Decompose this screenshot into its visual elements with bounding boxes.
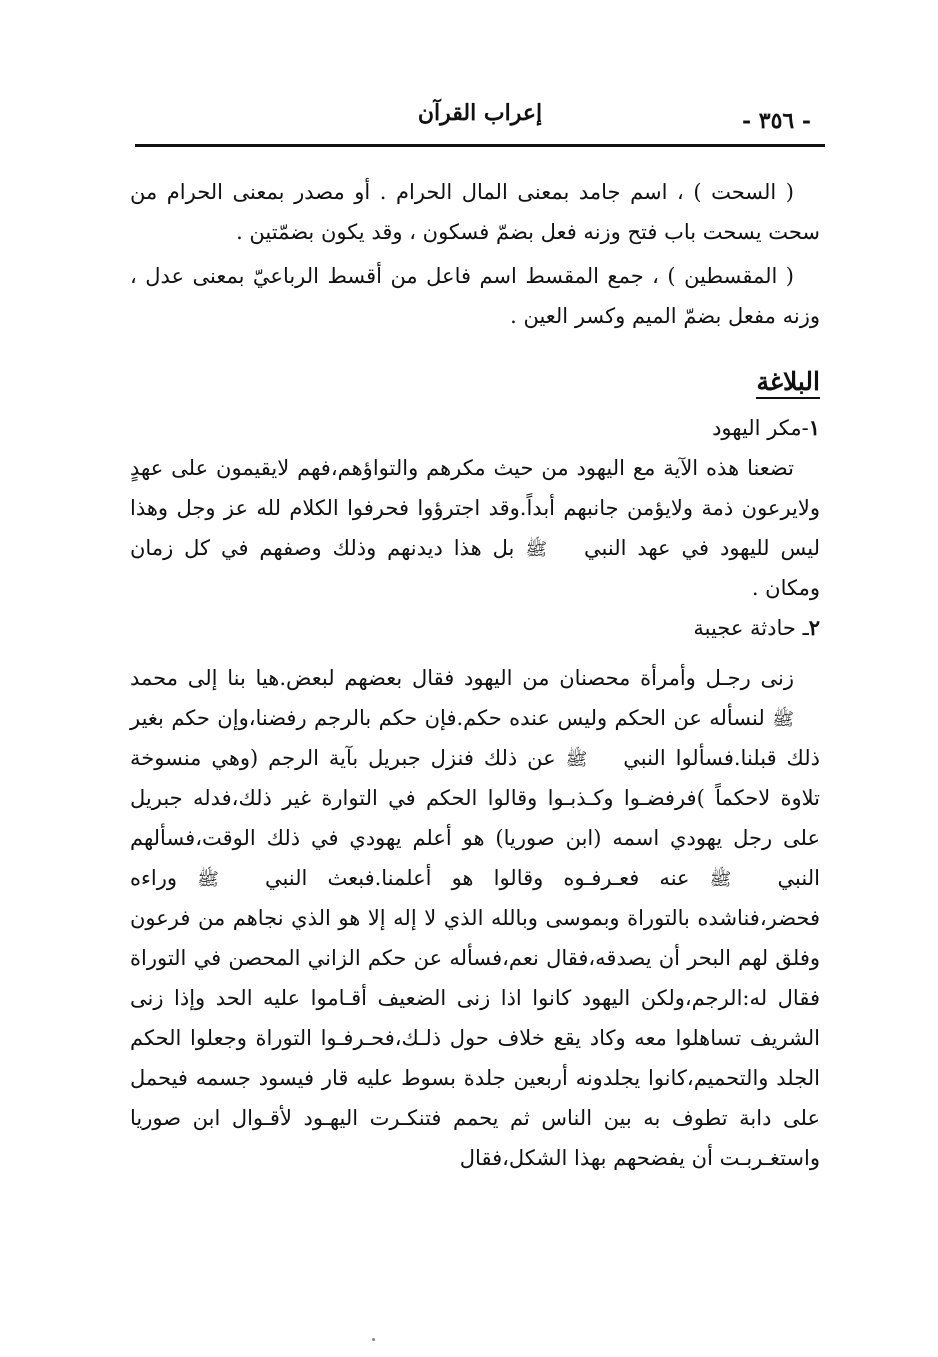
section-title-text: البلاغة xyxy=(756,367,820,399)
salla-symbol: ﷺ xyxy=(709,869,732,890)
salla-symbol: ﷺ xyxy=(772,709,794,730)
paragraph-2-seg3: عن ذلك فنزل جبريل بآية الرجم (وهي منسوخة تلاوة لاحكماً )فرفضـوا وكـذبـوا وقالوا الحكم في التوارة غير ذلك،فدله جبريل على رجل يهودي اسمه (ابن صوريا) هو أعلم يهودي في ذلك الوقت،فسألهم النبي xyxy=(130,746,820,890)
subheading-1-title: -مكر اليهود xyxy=(712,416,809,440)
subheading-2-number: ٢ xyxy=(808,615,820,640)
vocab-paragraph-suht: ( السحت ) ، اسم جامد بمعنى المال الحرام . أو مصدر بمعنى الحرام من سحت يسحت باب فتح وزنه فعل بضمّ فسكون ، وقد يكون بضمّتين . xyxy=(130,180,820,244)
book-title: إعراب القرآن xyxy=(417,100,543,126)
page-number: - ٣٥٦ - xyxy=(741,108,811,134)
scan-speck xyxy=(372,1338,375,1341)
subheading-2 xyxy=(130,608,820,648)
paragraph-1 xyxy=(130,448,820,608)
paragraph-2-seg2: لنسأله عن الحكم وليس عنده حكم.فإن حكم بالرجم رفضنا،وإن حكم بغير ذلك قبلنا.فسألوا النبي xyxy=(130,706,820,770)
vocab-paragraph-muqsitin: ( المقسطين ) ، جمع المقسط اسم فاعل من أقسط الرباعيّ بمعنى عدل ، وزنه مفعل بضمّ الميم وكسر العين . xyxy=(130,264,820,328)
subheading-2-title: ـ حادثة عجيبة xyxy=(693,616,809,640)
running-header xyxy=(135,96,825,140)
header-divider xyxy=(135,144,825,147)
paragraph-2-seg5: وراءه فحضر،فناشده بالتوراة وبموسى وبالله الذي لا إله إلا هو الذي نجاهم من فرعون وفلق لهم البحر أن يصدقه،فقال نعم،فسأله عن حكم الزاني المحصن في التوراة فقال له:الرجم،ولكن اليهود كانوا اذا زنى الضعيف أقـاموا عليه الحد وإذا زنى الشريف تساهلوا معه وكاد يقع خلاف حول ذلـك،فحـرفـوا التوراة وجعلوا الحكم الجلد والتحميم،كانوا يجلدونه أربعين جلدة بسوط عليه قار فيسود جسمه فيحمل على دابة تطوف به بين الناس ثم يحمم فتنكـرت اليهـود لأقـوال ابن صوريا واستغـربـت أن يفضحهم بهذا الشكل،فقال xyxy=(130,866,820,1170)
salla-symbol: ﷺ xyxy=(565,749,588,770)
salla-symbol: ﷺ xyxy=(525,539,548,560)
paragraph-1-part-b: بل هذا ديدنهم وذلك وصفهم في كل زمان ومكان . xyxy=(130,536,820,600)
paragraph-2-seg4: عنه فعـرفـوه وقالوا هو أعلمنا.فبعث النبي xyxy=(264,866,690,890)
page-body xyxy=(130,172,820,1178)
paragraph-1-part-a: تضعنا هذه الآية مع اليهود من حيث مكرهم والتواؤهم،فهم لايقيمون على عهدٍ ولايرعون ذمة ولايؤمن جانبهم أبداً.وقد اجترؤوا فحرفوا الكلام لله عز وجل وهذا ليس لليهود في عهد النبي xyxy=(130,456,820,560)
subheading-1-number: ١ xyxy=(808,415,820,440)
salla-symbol: ﷺ xyxy=(197,869,219,890)
section-title-balagha xyxy=(130,362,820,402)
paragraph-2 xyxy=(130,658,820,1178)
paragraph-2-seg1: زنى رجـل وأمرأة محصنان من اليهود فقال بعضهم لبعض.هيا بنا إلى محمد xyxy=(130,666,794,690)
subheading-1 xyxy=(130,408,820,448)
